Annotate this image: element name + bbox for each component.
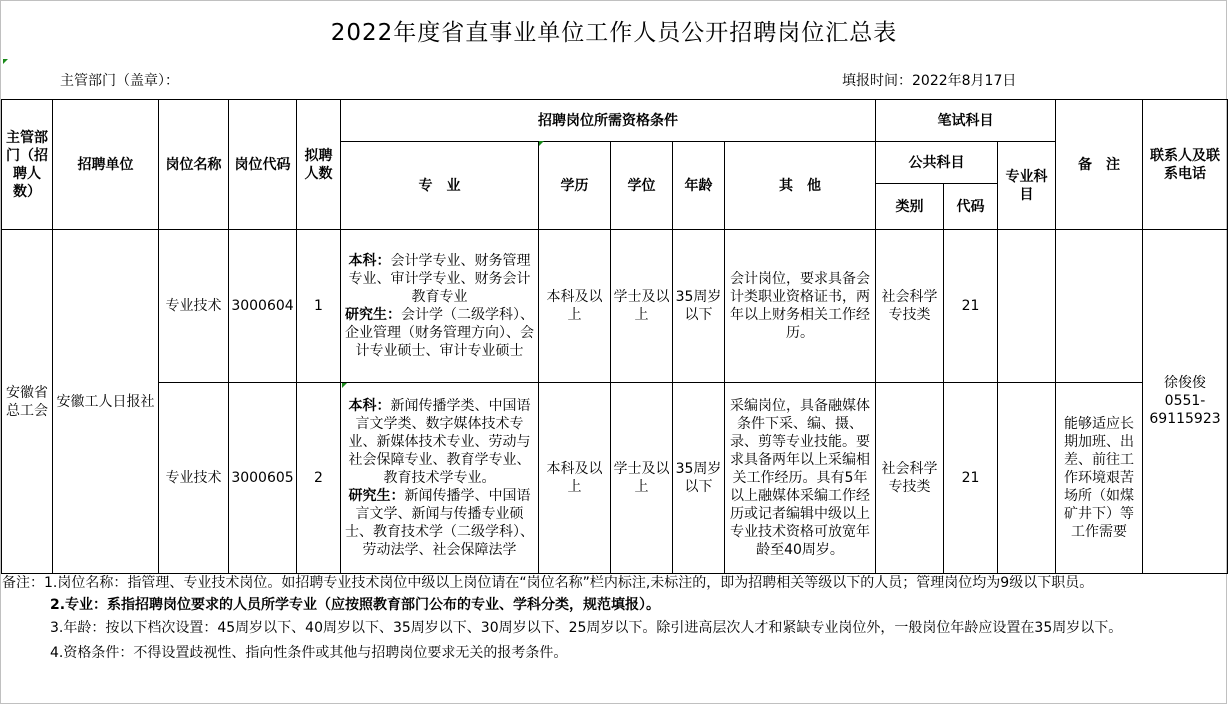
- table-row: [2, 230, 1228, 383]
- header-code: 代码: [944, 184, 998, 230]
- header-degree: 学位: [611, 142, 673, 230]
- major-pg-label: 研究生：: [345, 307, 401, 323]
- contact-name: 徐俊俊: [1164, 375, 1207, 391]
- major-pg-label: 研究生：: [348, 488, 405, 504]
- contact-cell: [1143, 230, 1228, 574]
- notes-section: [2, 574, 1224, 665]
- major-ug: 新闻传播学类、中国语言文学类、数字媒体技术专业、新媒体技术专业、劳动与社会保障专业、教育学专业、教育技术学专业。: [348, 398, 531, 486]
- header-other: 其 他: [725, 142, 876, 230]
- cell-comment-marker: [539, 141, 544, 146]
- cell-comment-marker: [342, 383, 347, 388]
- header-major: 专 业: [341, 142, 539, 230]
- prof-cell: [998, 230, 1056, 383]
- major-pg: 新闻传播学、中国语言文学、新闻与传播专业硕士、教育技术学（二级学科）、劳动法学、社会保障法学: [345, 488, 534, 558]
- major-ug: 会计学专业、财务管理专业、审计学专业、财务会计教育专业: [348, 253, 531, 305]
- code-cell: 21: [944, 383, 998, 574]
- header-count: 拟聘人数: [297, 100, 341, 230]
- major-cell: [341, 383, 539, 574]
- major-pg: 会计学（二级学科）、企业管理（财务管理方向）、会计专业硕士、审计专业硕士: [345, 307, 534, 359]
- header-age: 年龄: [673, 142, 725, 230]
- edu-cell: 本科及以上: [539, 383, 611, 574]
- post-code-cell: 3000605: [229, 383, 297, 574]
- header-note: 备 注: [1056, 100, 1143, 230]
- note-cell: 能够适应长期加班、出差、前往工作环境艰苦场所（如煤矿井下）等工作需要: [1056, 383, 1143, 574]
- count-cell: 1: [297, 230, 341, 383]
- age-cell: 35周岁以下: [673, 383, 725, 574]
- header-post-code: 岗位代码: [229, 100, 297, 230]
- edu-cell: 本科及以上: [539, 230, 611, 383]
- dept-cell: 安徽省总工会: [2, 230, 53, 574]
- code-cell: 21: [944, 230, 998, 383]
- header-edu: 学历: [539, 142, 611, 230]
- count-cell: 2: [297, 383, 341, 574]
- note-3: 3.年龄：按以下档次设置：45周岁以下、40周岁以下、35周岁以下、30周岁以下、25周岁以下。除引进高层次人才和紧缺专业岗位外，一般岗位年龄应设置在35周岁以下。: [50, 620, 1123, 636]
- header-prof: 专业科目: [998, 142, 1056, 230]
- contact-phone-2: 69115923: [1149, 411, 1221, 427]
- contact-phone-1: 0551-: [1164, 393, 1206, 409]
- header-dept: 主管部门（招聘人数）: [2, 100, 53, 230]
- note-1: 备注：1.岗位名称：指管理、专业技术岗位。如招聘专业技术岗位中级以上岗位请在“岗位名称”栏内标注,未标注的，即为招聘相关等级以下的人员；管理岗位均为9级以下职员。: [2, 575, 1094, 591]
- recruitment-table: [1, 99, 1228, 574]
- post-name-cell: 专业技术: [159, 383, 229, 574]
- header-public: 公共科目: [876, 142, 998, 184]
- post-name-cell: 专业技术: [159, 230, 229, 383]
- major-cell: [341, 230, 539, 383]
- note-cell: [1056, 230, 1143, 383]
- header-contact: 联系人及联系电话: [1143, 100, 1228, 230]
- header-exam: 笔试科目: [876, 100, 1056, 142]
- major-ug-label: 本科：: [348, 398, 391, 414]
- dept-label: 主管部门（盖章）：: [60, 73, 179, 89]
- age-cell: 35周岁以下: [673, 230, 725, 383]
- note-4: 4.资格条件：不得设置歧视性、指向性条件或其他与招聘岗位要求无关的报考条件。: [50, 645, 568, 661]
- degree-cell: 学士及以上: [611, 383, 673, 574]
- unit-cell: 安徽工人日报社: [53, 230, 159, 574]
- page-title: 2022年度省直事业单位工作人员公开招聘岗位汇总表: [330, 20, 898, 46]
- other-cell: 会计岗位，要求具备会计类职业资格证书，两年以上财务相关工作经历。: [725, 230, 876, 383]
- date-label: 填报时间：2022年8月17日: [842, 73, 1017, 89]
- prof-cell: [998, 383, 1056, 574]
- category-cell: 社会科学专技类: [876, 230, 944, 383]
- degree-cell: 学士及以上: [611, 230, 673, 383]
- post-code-cell: 3000604: [229, 230, 297, 383]
- other-cell: 采编岗位，具备融媒体条件下采、编、摄、录、剪等专业技能。要求具备两年以上采编相关工作经历。具有5年以上融媒体采编工作经历或记者编辑中级以上专业技术资格可放宽年龄至40周岁。: [725, 383, 876, 574]
- cell-comment-marker: [3, 59, 8, 64]
- table-row: [2, 383, 1228, 574]
- header-post-name: 岗位名称: [159, 100, 229, 230]
- major-ug-label: 本科：: [348, 253, 391, 269]
- category-cell: 社会科学专技类: [876, 383, 944, 574]
- header-category: 类别: [876, 184, 944, 230]
- header-unit: 招聘单位: [53, 100, 159, 230]
- header-requirements: 招聘岗位所需资格条件: [341, 100, 876, 142]
- note-2: 2.专业：系指招聘岗位要求的人员所学专业（应按照教育部门公布的专业、学科分类，规范填报）。: [50, 597, 661, 613]
